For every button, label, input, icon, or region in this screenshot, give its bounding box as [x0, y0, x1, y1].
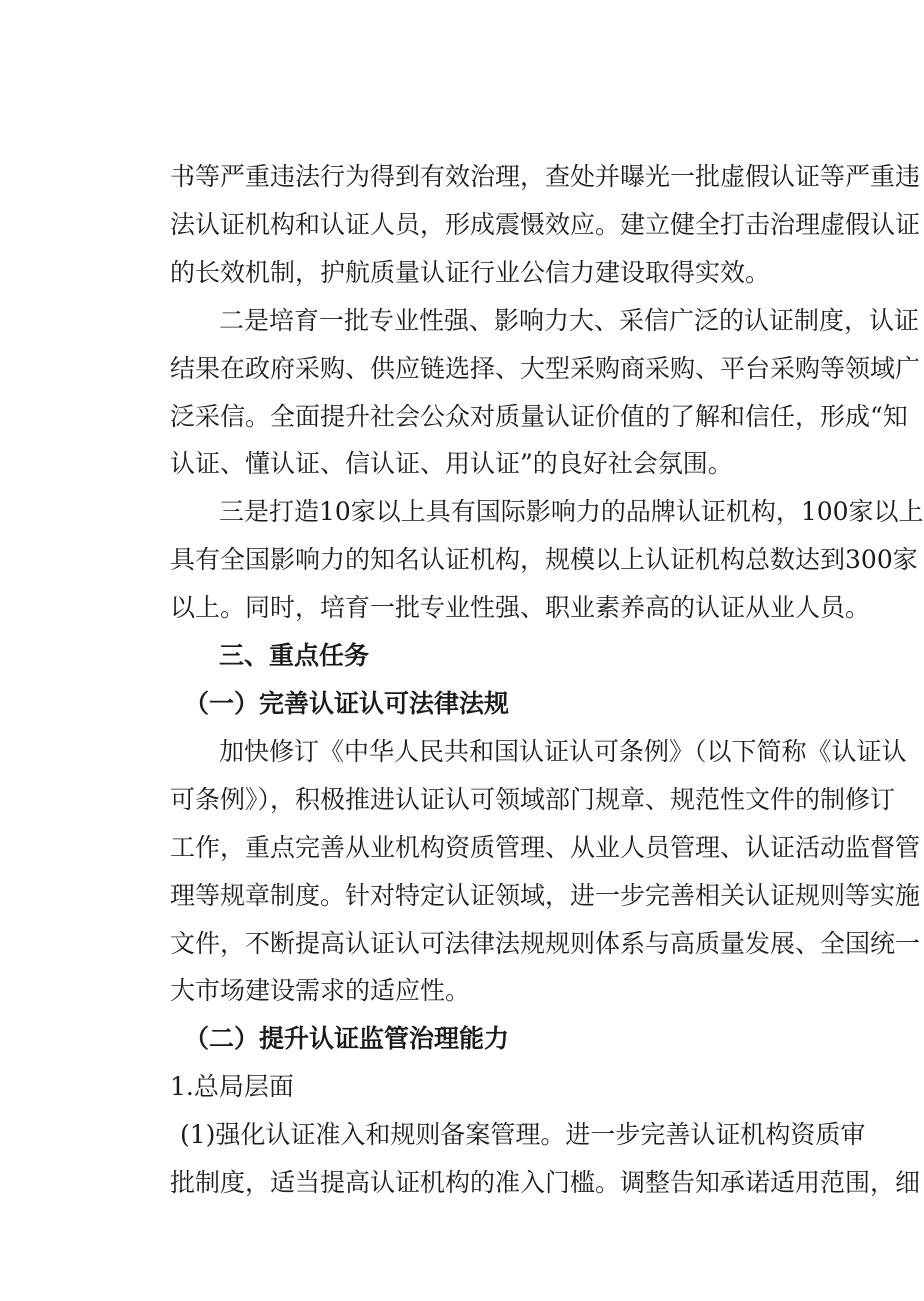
body-text-line: 理等规章制度。针对特定认证领域，进一步完善相关认证规则等实施	[170, 881, 921, 910]
body-text-line: 结果在政府采购、供应链选择、大型采购商采购、平台采购等领域广	[170, 354, 921, 383]
body-text-line: 大市场建设需求的适应性。	[170, 976, 471, 1005]
body-text-line: 可条例》），积极推进认证认可领域部门规章、规范性文件的制修订	[170, 785, 896, 814]
level3-heading: 1.总局层面	[170, 1072, 294, 1101]
body-text-line: 书等严重违法行为得到有效治理，查处并曝光一批虚假认证等严重违	[170, 162, 921, 191]
body-text-line: 工作，重点完善从业机构资质管理、从业人员管理、认证活动监督管	[170, 833, 921, 862]
body-text-line: 的长效机制，护航质量认证行业公信力建设取得实效。	[170, 258, 771, 287]
section-heading: 三、重点任务	[219, 641, 370, 670]
body-text-line: 泛采信。全面提升社会公众对质量认证价值的了解和信任，形成“知	[170, 402, 908, 431]
body-text-line: 认证、懂认证、信认证、用认证”的良好社会氛围。	[170, 449, 733, 478]
body-text-line: 三是打造10家以上具有国际影响力的品牌认证机构，100家以上	[219, 497, 924, 526]
body-text-line: 以上。同时，培育一批专业性强、职业素养高的认证从业人员。	[170, 593, 871, 622]
body-text-line: 加快修订《中华人民共和国认证认可条例》（以下简称《认证认	[219, 737, 907, 766]
body-text-line: 二是培育一批专业性强、影响力大、采信广泛的认证制度，认证	[219, 306, 920, 335]
subsection-heading: （一）完善认证认可法律法规	[184, 689, 510, 718]
body-text-line: 批制度，适当提高认证机构的准入门槛。调整告知承诺适用范围，细	[170, 1168, 921, 1197]
body-text-line: 文件，不断提高认证认可法律法规规则体系与高质量发展、全国统一	[170, 929, 921, 958]
subsection-heading: （二）提升认证监管治理能力	[184, 1024, 510, 1053]
body-text-line: (1)强化认证准入和规则备案管理。进一步完善认证机构资质审	[180, 1120, 866, 1149]
body-text-line: 具有全国影响力的知名认证机构，规模以上认证机构总数达到300家	[170, 545, 918, 574]
body-text-line: 法认证机构和认证人员，形成震慑效应。建立健全打击治理虚假认证	[170, 210, 921, 239]
